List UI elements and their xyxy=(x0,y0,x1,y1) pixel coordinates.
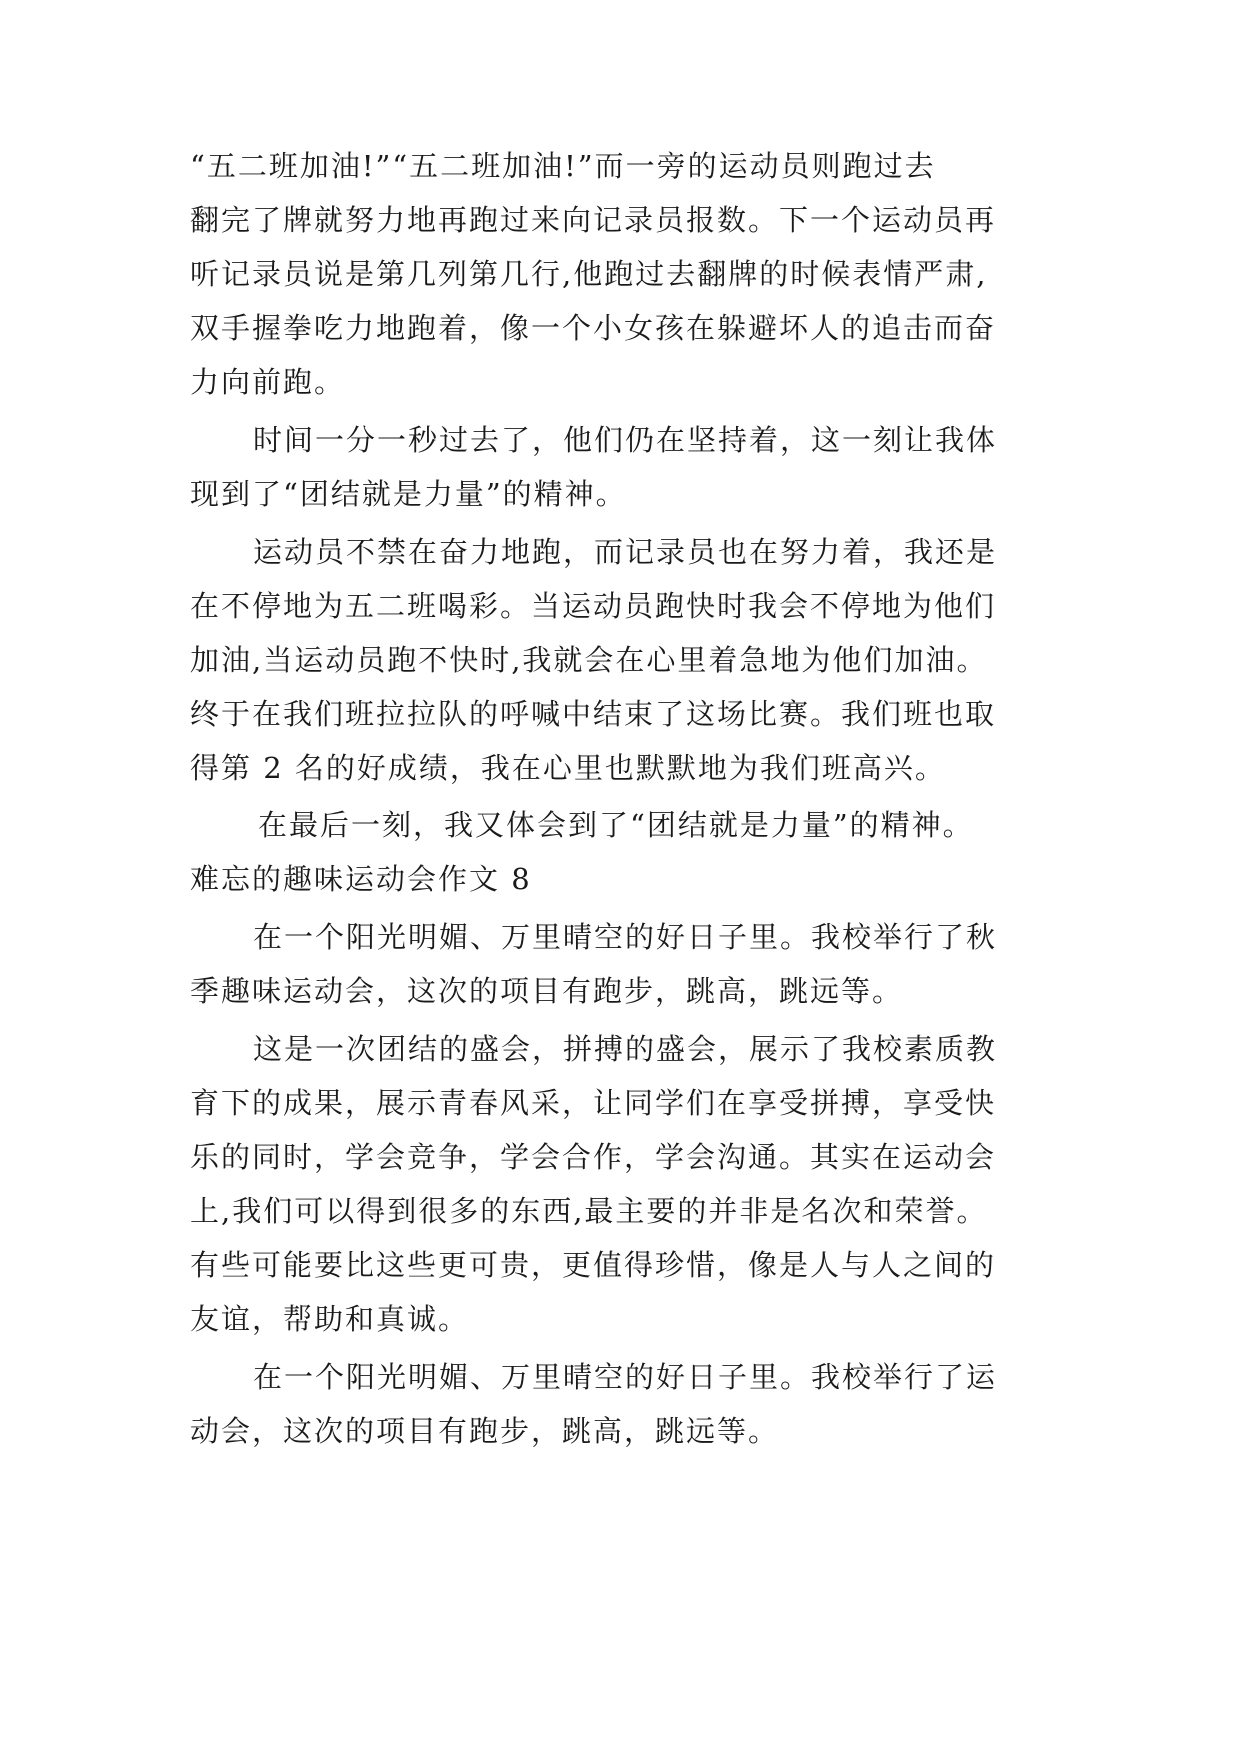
text-line: 加油,当运动员跑不快时,我就会在心里着急地为他们加油。 xyxy=(190,643,988,677)
text-line: 育下的成果，展示青春风采，让同学们在享受拼搏，享受快 xyxy=(190,1086,997,1120)
text-line: 翻完了牌就努力地再跑过来向记录员报数。下一个运动员再 xyxy=(190,203,997,237)
text-line: 听记录员说是第几列第几行,他跑过去翻牌的时候表情严肃, xyxy=(190,257,988,291)
text-line: 季趣味运动会，这次的项目有跑步，跳高，跳远等。 xyxy=(190,974,904,1008)
text-line: 现到了“团结就是力量”的精神。 xyxy=(190,477,627,511)
text-line: 这是一次团结的盛会，拼搏的盛会，展示了我校素质教 xyxy=(253,1032,998,1066)
text-line: “五二班加油!”“五二班加油!”而一旁的运动员则跑过去 xyxy=(190,149,936,183)
text-line: 友谊，帮助和真诚。 xyxy=(190,1302,470,1336)
text-line: 时间一分一秒过去了，他们仍在坚持着，这一刻让我体 xyxy=(253,423,998,457)
text-line: 力向前跑。 xyxy=(190,365,346,399)
section-heading: 难忘的趣味运动会作文 8 xyxy=(190,862,532,896)
text-line: 乐的同时，学会竞争，学会合作，学会沟通。其实在运动会 xyxy=(190,1140,997,1174)
text-line: 得第 2 名的好成绩，我在心里也默默地为我们班高兴。 xyxy=(190,751,946,785)
text-line: 在一个阳光明媚、万里晴空的好日子里。我校举行了秋 xyxy=(253,920,998,954)
text-line: 上,我们可以得到很多的东西,最主要的并非是名次和荣誉。 xyxy=(190,1194,988,1228)
text-line: 双手握拳吃力地跑着，像一个小女孩在躲避坏人的追击而奋 xyxy=(190,311,997,345)
text-line: 有些可能要比这些更可贵，更值得珍惜，像是人与人之间的 xyxy=(190,1248,997,1282)
text-line: 在不停地为五二班喝彩。当运动员跑快时我会不停地为他们 xyxy=(190,589,997,623)
text-line: 在最后一刻，我又体会到了“团结就是力量”的精神。 xyxy=(258,808,974,842)
text-line: 动会，这次的项目有跑步，跳高，跳远等。 xyxy=(190,1414,780,1448)
text-line: 终于在我们班拉拉队的呼喊中结束了这场比赛。我们班也取 xyxy=(190,697,997,731)
text-line: 运动员不禁在奋力地跑，而记录员也在努力着，我还是 xyxy=(253,535,998,569)
text-line: 在一个阳光明媚、万里晴空的好日子里。我校举行了运 xyxy=(253,1360,998,1394)
